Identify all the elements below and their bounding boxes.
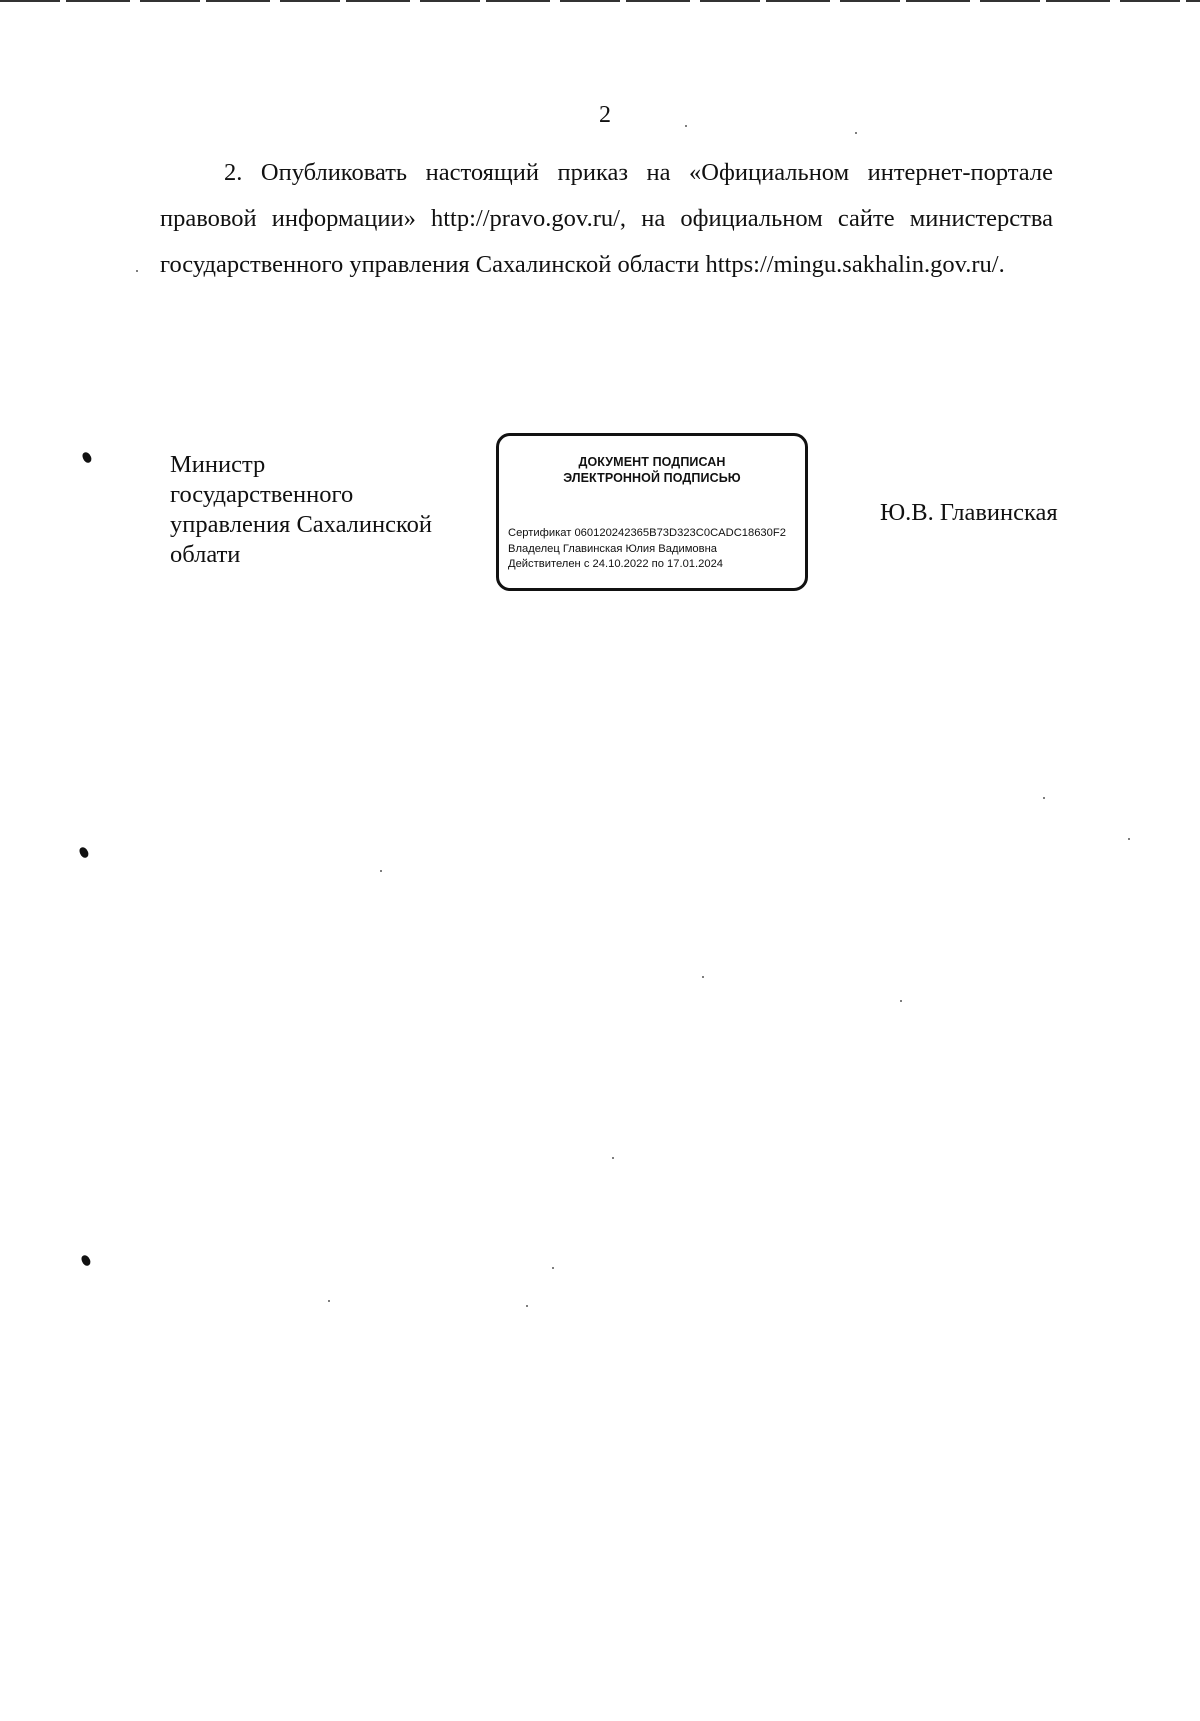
scan-speck [855, 132, 857, 134]
stamp-heading-line: ЭЛЕКТРОННОЙ ПОДПИСЬЮ [563, 471, 741, 485]
signer-title-line: управления Сахалинской [170, 511, 433, 538]
punch-hole-mark [78, 846, 89, 859]
body-paragraph [160, 150, 1053, 288]
scan-speck [380, 870, 382, 872]
scan-speck [1128, 838, 1130, 840]
scan-edge-top [0, 0, 1200, 2]
scan-speck [552, 1267, 554, 1269]
page-number: 2 [599, 102, 611, 128]
electronic-signature-stamp [496, 433, 808, 591]
stamp-heading-line: ДОКУМЕНТ ПОДПИСАН [578, 455, 726, 469]
body-paragraph-text: 2. Опубликовать настоящий приказ на «Официальном интернет-портале правовой информации» http://pravo.gov.ru/, на официальном сайте министерства государственного управления Сахалинской области https://mingu.sakhalin.gov.ru/. [160, 159, 1053, 278]
scan-speck [136, 270, 138, 272]
stamp-details [508, 526, 804, 573]
stamp-validity: Действителен с 24.10.2022 по 17.01.2024 [508, 558, 724, 570]
signer-title [170, 450, 490, 570]
signer-title-line: облати [170, 541, 241, 568]
scan-speck [685, 125, 687, 127]
scan-speck [526, 1305, 528, 1307]
signer-title-line: государственного [170, 481, 354, 508]
signer-name: Ю.В. Главинская [880, 499, 1058, 526]
scan-speck [612, 1157, 614, 1159]
stamp-owner: Владелец Главинская Юлия Вадимовна [508, 542, 717, 555]
signer-title-line: Министр [170, 451, 266, 478]
stamp-certificate: Сертификат 060120242365B73D323C0CADC18630F2 [508, 527, 786, 539]
scan-speck [702, 976, 704, 978]
punch-hole-mark [80, 1254, 91, 1267]
scan-speck [328, 1300, 330, 1302]
scan-speck [900, 1000, 902, 1002]
scan-speck [1043, 797, 1045, 799]
stamp-heading [499, 454, 805, 486]
punch-hole-mark [81, 451, 92, 464]
